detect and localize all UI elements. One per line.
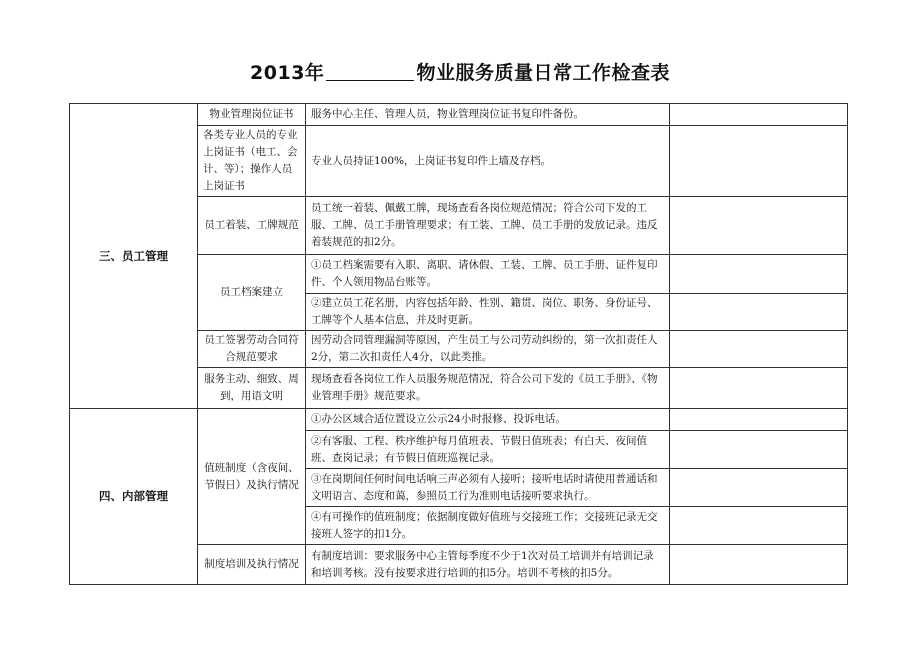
score-cell[interactable] bbox=[670, 197, 848, 255]
score-cell[interactable] bbox=[670, 104, 848, 126]
item-name: 员工签署劳动合同符合规范要求 bbox=[198, 331, 306, 368]
score-cell[interactable] bbox=[670, 368, 848, 409]
title-text: 物业服务质量日常工作检查表 bbox=[416, 62, 670, 84]
score-cell[interactable] bbox=[670, 545, 848, 585]
score-cell[interactable] bbox=[670, 469, 848, 507]
item-criteria: 因劳动合同管理漏洞等原因，产生员工与公司劳动纠纷的，第一次扣责任人2分，第二次扣责任人4分，以此类推。 bbox=[306, 331, 670, 368]
item-criteria: ②有客服、工程、秩序维护每月值班表、节假日值班表；有白天、夜间值班、查岗记录；有节假日值班巡视记录。 bbox=[306, 431, 670, 469]
score-cell[interactable] bbox=[670, 255, 848, 294]
title-year: 2013年 bbox=[250, 62, 325, 84]
item-criteria: 有制度培训：要求服务中心主管每季度不少于1次对员工培训并有培训记录和培训考核。没有按要求进行培训的扣5分。培训不考核的扣5分。 bbox=[306, 545, 670, 585]
item-name: 物业管理岗位证书 bbox=[198, 104, 306, 126]
score-cell[interactable] bbox=[670, 294, 848, 331]
item-criteria: ①员工档案需要有入职、离职、请休假、工装、工牌、员工手册、证件复印件、个人领用物品台账等。 bbox=[306, 255, 670, 294]
score-cell[interactable] bbox=[670, 126, 848, 197]
item-name: 服务主动、细致、周到，用语文明 bbox=[198, 368, 306, 409]
score-cell[interactable] bbox=[670, 409, 848, 431]
table-row bbox=[70, 409, 848, 431]
table-row bbox=[70, 104, 848, 126]
item-name: 各类专业人员的专业上岗证书（电工、会计、等）；操作人员上岗证书 bbox=[198, 126, 306, 197]
item-criteria: 专业人员持证100%，上岗证书复印件上墙及存档。 bbox=[306, 126, 670, 197]
item-name: 制度培训及执行情况 bbox=[198, 545, 306, 585]
title-blank-line bbox=[326, 62, 414, 81]
item-criteria: 服务中心主任、管理人员，物业管理岗位证书复印件备份。 bbox=[306, 104, 670, 126]
item-name: 值班制度（含夜间、节假日）及执行情况 bbox=[198, 409, 306, 545]
score-cell[interactable] bbox=[670, 507, 848, 545]
item-criteria: ③在岗期间任何时间电话响三声必须有人接听；接听电话时请使用普通话和文明语言、态度和蔼，参照员工行为准则电话接听要求执行。 bbox=[306, 469, 670, 507]
score-cell[interactable] bbox=[670, 331, 848, 368]
section-label: 三、员工管理 bbox=[70, 104, 198, 409]
item-criteria: 员工统一着装、佩戴工牌，现场查看各岗位规范情况；符合公司下发的工服、工牌、员工手册管理要求；有工装、工牌、员工手册的发放记录。违反着装规范的扣2分。 bbox=[306, 197, 670, 255]
inspection-table bbox=[69, 103, 848, 585]
score-cell[interactable] bbox=[670, 431, 848, 469]
item-name: 员工着装、工牌规范 bbox=[198, 197, 306, 255]
section-label: 四、内部管理 bbox=[70, 409, 198, 585]
item-criteria: 现场查看各岗位工作人员服务规范情况，符合公司下发的《员工手册》、《物业管理手册》规范要求。 bbox=[306, 368, 670, 409]
item-criteria: ②建立员工花名册，内容包括年龄、性别、籍贯、岗位、职务、身份证号、工牌等个人基本信息，并及时更新。 bbox=[306, 294, 670, 331]
item-name: 员工档案建立 bbox=[198, 255, 306, 331]
item-criteria: ①办公区域合适位置设立公示24小时报修、投诉电话。 bbox=[306, 409, 670, 431]
item-criteria: ④有可操作的值班制度；依据制度做好值班与交接班工作；交接班记录无交接班人签字的扣1分。 bbox=[306, 507, 670, 545]
page-title bbox=[0, 58, 920, 85]
